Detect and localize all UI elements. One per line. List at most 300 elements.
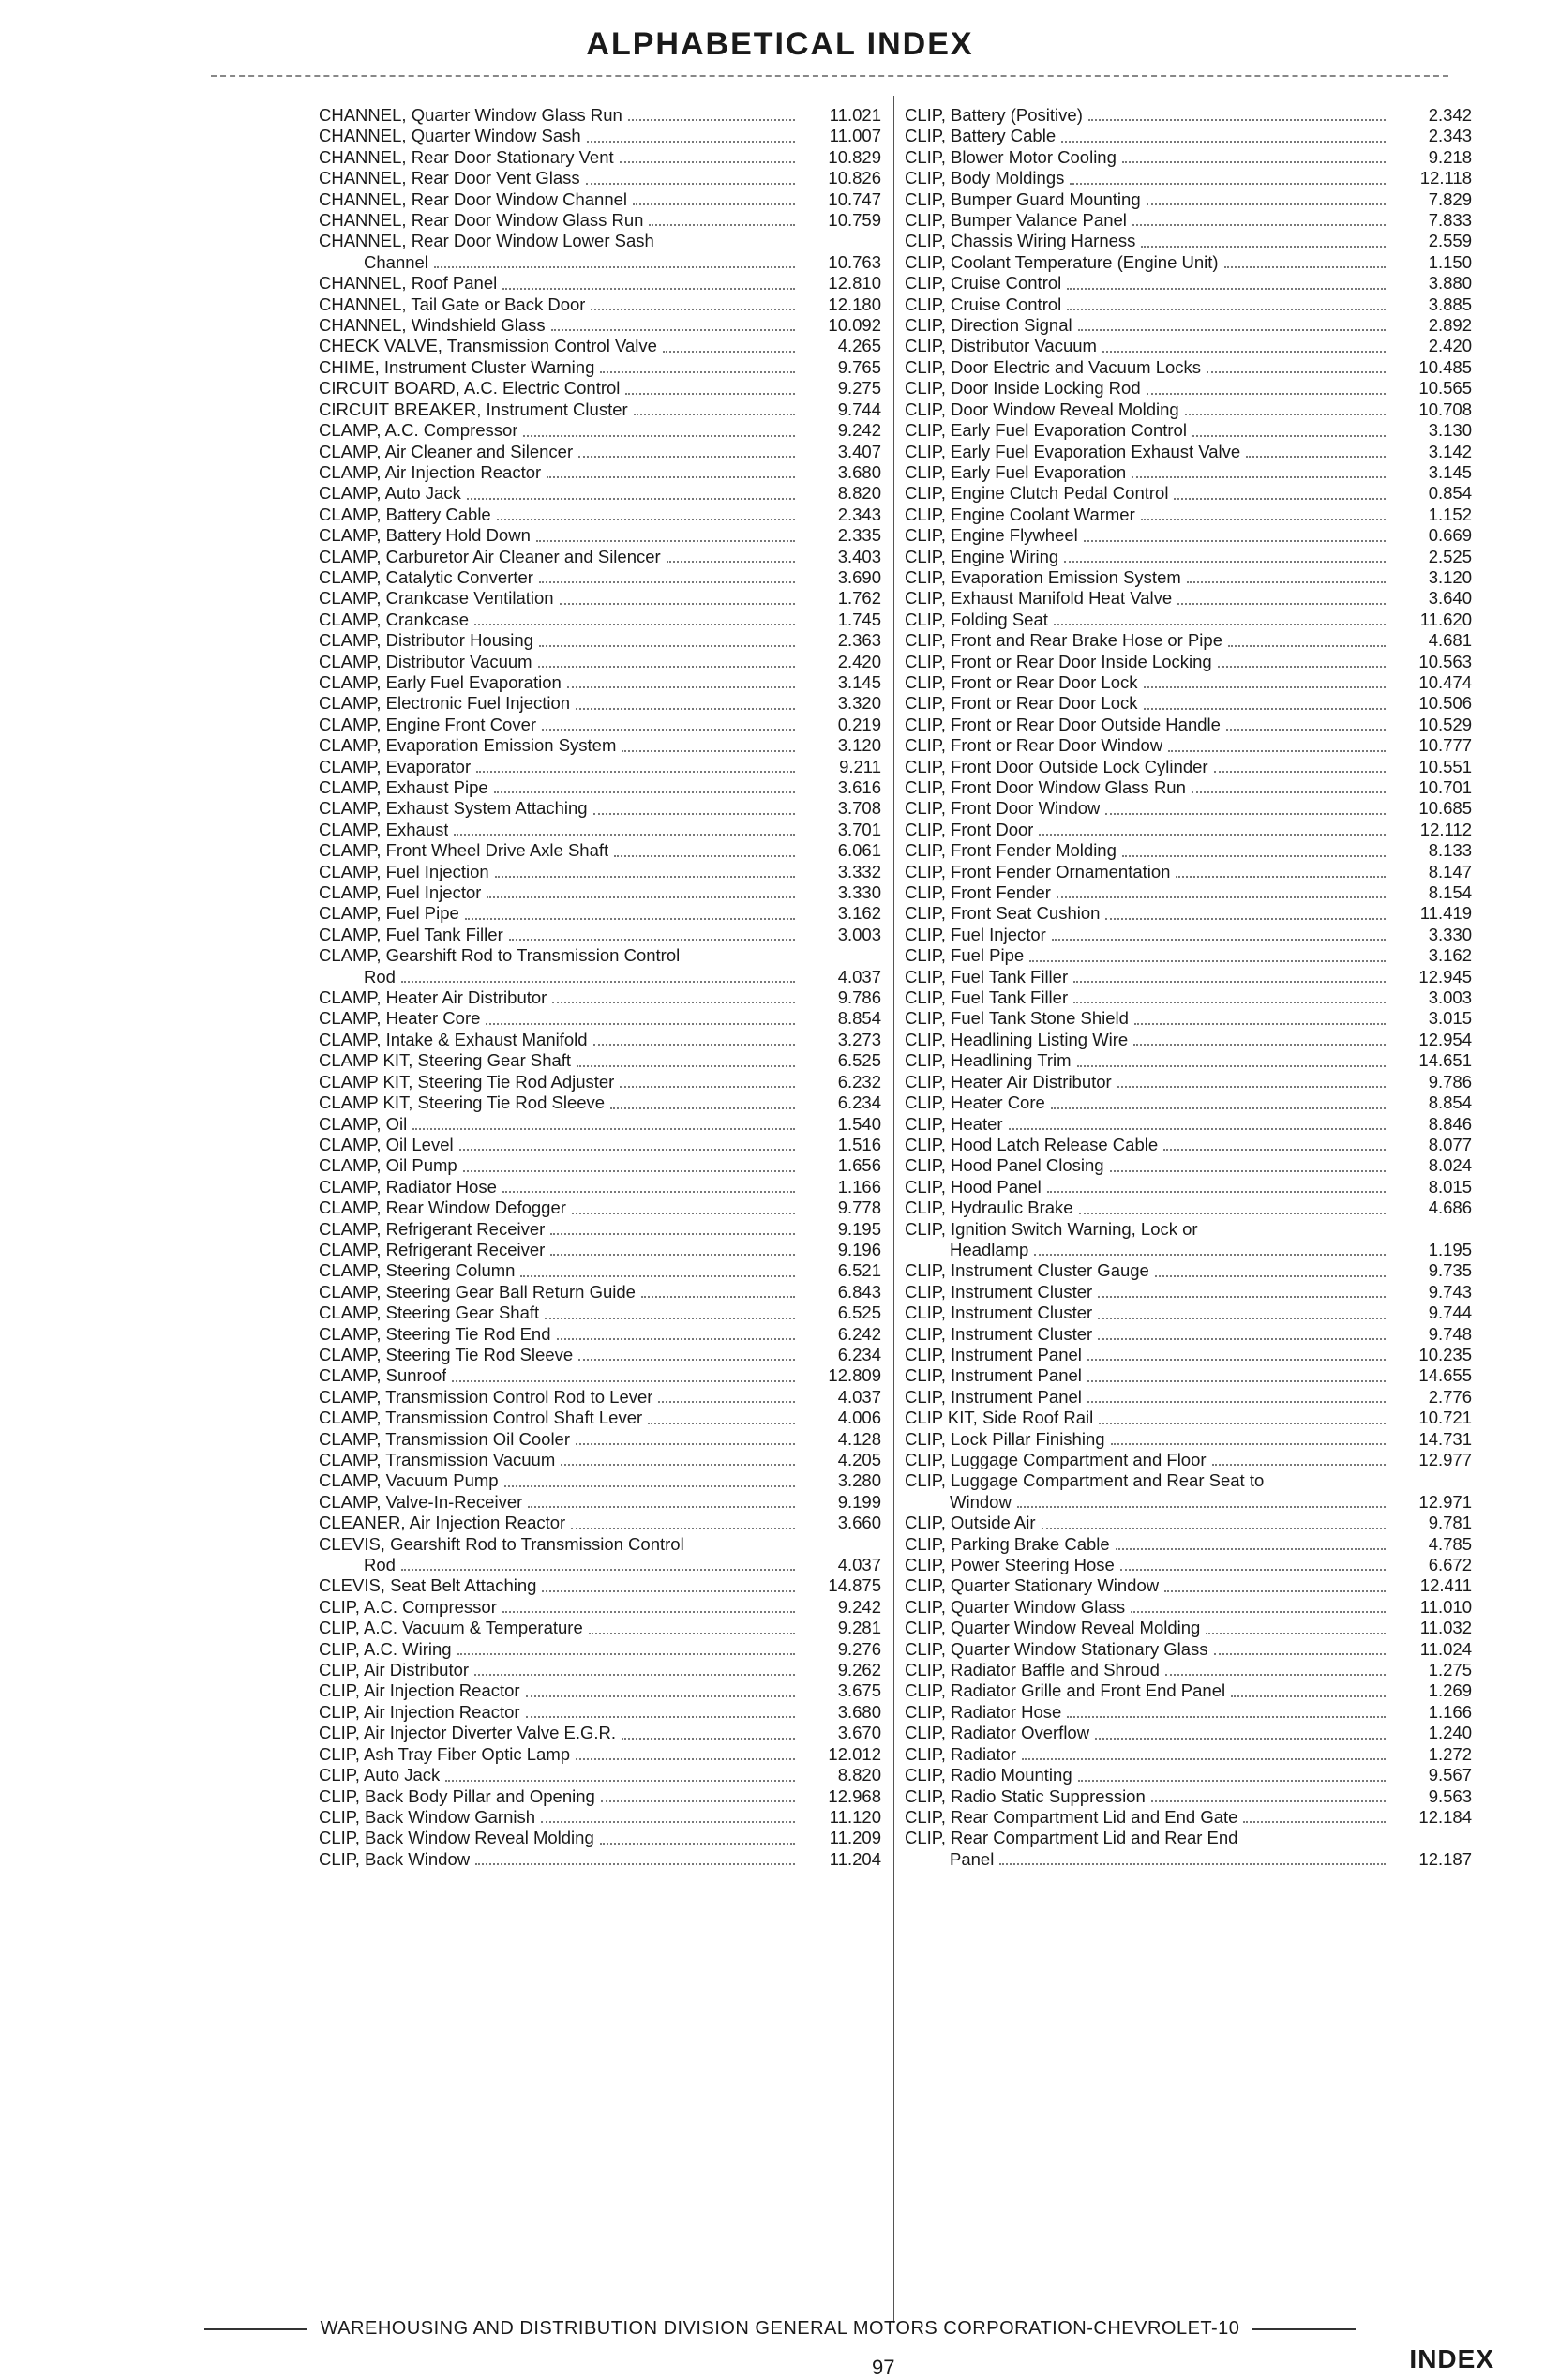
entry-page-ref: 9.744	[837, 399, 881, 419]
index-entry	[905, 315, 1472, 336]
index-entry	[905, 525, 1472, 546]
dot-leader	[1214, 771, 1386, 773]
entry-page-ref: 8.024	[1428, 1155, 1472, 1176]
entry-label: CLAMP, Steering Tie Rod End	[319, 1323, 551, 1344]
index-entry	[905, 1072, 1472, 1092]
entry-label: CLAMP, Refrigerant Receiver	[319, 1218, 546, 1239]
entry-label: CLIP, Front Door	[905, 819, 1034, 839]
entry-label: CLIP, Front or Rear Door Lock	[905, 671, 1138, 692]
index-entry	[319, 547, 881, 567]
dot-leader	[459, 1149, 795, 1151]
entry-label: CLAMP, Exhaust Pipe	[319, 777, 488, 797]
dot-leader	[1098, 1296, 1386, 1298]
entry-label: CLIP, Bumper Valance Panel	[905, 210, 1127, 231]
entry-label: CLIP, Instrument Cluster	[905, 1303, 1093, 1323]
entry-page-ref: 8.015	[1428, 1176, 1472, 1197]
title-rule	[211, 75, 1448, 77]
dot-leader	[561, 1464, 795, 1466]
index-entry	[905, 357, 1472, 378]
index-entry	[905, 378, 1472, 399]
entry-label: CLAMP, Oil Pump	[319, 1155, 458, 1176]
dot-leader	[542, 729, 795, 731]
entry-page-ref: 12.971	[1418, 1491, 1472, 1512]
entry-page-ref: 2.343	[1428, 126, 1472, 146]
entry-label: CLIP, Auto Jack	[319, 1765, 441, 1785]
dot-leader	[1078, 329, 1386, 331]
entry-page-ref: 1.516	[837, 1134, 881, 1154]
dot-leader	[1054, 624, 1386, 625]
index-entry	[319, 1807, 881, 1828]
dot-leader	[601, 1800, 795, 1802]
dot-leader	[1122, 161, 1386, 163]
dot-leader	[476, 771, 795, 773]
entry-page-ref: 11.209	[829, 1828, 881, 1848]
entry-label: CLAMP, Fuel Injection	[319, 861, 489, 881]
entry-label: CLAMP, Heater Air Distributor	[319, 987, 548, 1008]
dot-leader	[550, 1254, 795, 1256]
entry-label: CLIP, Instrument Cluster	[905, 1323, 1093, 1344]
index-entry	[319, 505, 881, 525]
entry-page-ref: 3.885	[1428, 294, 1472, 314]
index-entry	[319, 1744, 881, 1765]
entry-label: CLIP, Instrument Panel	[905, 1386, 1082, 1407]
entry-page-ref: 4.265	[837, 336, 881, 356]
entry-page-ref: 10.721	[1418, 1408, 1472, 1428]
dot-leader	[1141, 246, 1386, 248]
entry-page-ref: 9.765	[837, 356, 881, 377]
entry-page-ref: 12.112	[1419, 819, 1472, 839]
index-entry	[319, 1303, 881, 1323]
dot-leader	[1243, 1821, 1386, 1823]
dot-leader	[1116, 1548, 1386, 1550]
entry-page-ref: 2.525	[1428, 546, 1472, 566]
dot-leader	[1132, 476, 1386, 478]
index-entry	[319, 252, 881, 273]
entry-page-ref: 4.006	[837, 1408, 881, 1428]
dot-leader	[1105, 813, 1386, 815]
dot-leader	[1155, 1275, 1386, 1277]
entry-label: CIRCUIT BOARD, A.C. Electric Control	[319, 378, 621, 399]
dot-leader	[1131, 1611, 1386, 1613]
dot-leader	[1105, 918, 1386, 920]
dot-leader	[593, 813, 795, 815]
entry-label: CLAMP, Carburetor Air Cleaner and Silencer	[319, 546, 661, 566]
entry-label: CLIP, Front Door Window Glass Run	[905, 777, 1186, 797]
dot-leader	[1144, 708, 1387, 710]
dot-leader	[547, 476, 795, 478]
dot-leader	[538, 666, 795, 668]
dot-leader	[1084, 540, 1386, 542]
dot-leader	[587, 141, 795, 143]
dot-leader	[567, 686, 795, 688]
index-entry	[319, 1849, 881, 1870]
entry-label: Panel	[950, 1848, 995, 1869]
entry-page-ref: 7.833	[1428, 210, 1472, 231]
index-entry	[319, 1177, 881, 1198]
dot-leader	[1067, 309, 1386, 310]
entry-page-ref: 4.681	[1428, 630, 1472, 651]
entry-page-ref: 10.506	[1418, 693, 1472, 714]
dot-leader	[1088, 1401, 1386, 1403]
index-entry	[905, 652, 1472, 672]
index-entry	[905, 1744, 1472, 1765]
dot-leader	[536, 540, 795, 542]
dot-leader	[576, 708, 795, 710]
index-entry	[319, 1072, 881, 1092]
index-entry	[319, 420, 881, 441]
entry-page-ref: 3.407	[837, 441, 881, 461]
entry-page-ref: 12.184	[1418, 1806, 1472, 1827]
index-entry	[319, 1198, 881, 1218]
entry-page-ref: 11.007	[829, 126, 881, 146]
dot-leader	[454, 834, 795, 836]
index-entry	[905, 1575, 1472, 1596]
dot-leader	[1218, 666, 1386, 668]
index-entry	[905, 483, 1472, 504]
entry-page-ref: 8.133	[1428, 840, 1472, 861]
entry-page-ref: 6.232	[837, 1071, 881, 1092]
index-entry	[905, 1303, 1472, 1323]
entry-page-ref: 10.485	[1418, 356, 1472, 377]
entry-label: CLIP, Quarter Window Glass	[905, 1596, 1126, 1617]
index-entry	[319, 168, 881, 188]
dot-leader	[1132, 224, 1386, 226]
index-entry	[319, 967, 881, 987]
dot-leader	[495, 876, 795, 878]
entry-page-ref: 6.525	[837, 1303, 881, 1323]
index-entry	[319, 610, 881, 630]
index-entry	[905, 1618, 1472, 1638]
entry-label: CLAMP, Gearshift Rod to Transmission Control	[319, 945, 681, 966]
dot-leader	[1009, 1128, 1386, 1130]
entry-label: CLAMP, Refrigerant Receiver	[319, 1239, 546, 1259]
entry-label: CLIP, Radio Static Suppression	[905, 1785, 1146, 1806]
entry-label: CLEANER, Air Injection Reactor	[319, 1513, 566, 1533]
entry-page-ref: 1.150	[1428, 251, 1472, 272]
index-entry	[319, 693, 881, 714]
dot-leader	[1039, 834, 1386, 836]
page-title: ALPHABETICAL INDEX	[586, 26, 974, 62]
entry-label: CLIP, Front or Rear Door Window	[905, 735, 1163, 756]
index-entry	[905, 1177, 1472, 1198]
index-entry	[319, 378, 881, 399]
entry-page-ref: 3.145	[837, 671, 881, 692]
index-entry	[905, 273, 1472, 294]
entry-label: CLIP, Heater	[905, 1113, 1003, 1134]
dot-leader	[1192, 791, 1386, 793]
dot-leader	[1228, 645, 1386, 647]
dot-leader	[648, 1423, 795, 1424]
entry-label: CLIP, Early Fuel Evaporation Control	[905, 420, 1187, 441]
index-entry	[319, 1450, 881, 1470]
entry-page-ref: 0.669	[1428, 525, 1472, 546]
entry-page-ref: 8.846	[1428, 1113, 1472, 1134]
dot-leader	[1052, 939, 1386, 941]
index-entry	[319, 483, 881, 504]
entry-page-ref: 10.777	[1418, 735, 1472, 756]
index-entry	[319, 399, 881, 420]
dot-leader	[1206, 1633, 1386, 1634]
entry-label: CLIP, Hood Latch Release Cable	[905, 1134, 1159, 1154]
entry-label: CLAMP, Valve-In-Receiver	[319, 1491, 523, 1512]
index-entry	[319, 1702, 881, 1723]
entry-label: CLIP, A.C. Vacuum & Temperature	[319, 1618, 583, 1638]
index-entry	[319, 105, 881, 126]
entry-page-ref: 3.120	[837, 735, 881, 756]
entry-label: CLAMP KIT, Steering Tie Rod Sleeve	[319, 1092, 606, 1113]
entry-page-ref: 3.320	[837, 693, 881, 714]
entry-page-ref: 14.875	[828, 1575, 881, 1596]
entry-page-ref: 9.778	[837, 1198, 881, 1218]
dot-leader	[1144, 686, 1387, 688]
index-entry	[319, 987, 881, 1008]
entry-label: CLIP, Engine Coolant Warmer	[905, 504, 1135, 524]
entry-label: Rod	[364, 966, 396, 987]
entry-label: CLAMP, Exhaust	[319, 819, 449, 839]
dot-leader	[1187, 581, 1386, 583]
entry-page-ref: 2.892	[1428, 315, 1472, 336]
entry-page-ref: 11.419	[1419, 903, 1472, 924]
index-entry	[319, 1408, 881, 1428]
entry-page-ref: 10.701	[1418, 777, 1472, 797]
entry-page-ref: 3.675	[837, 1680, 881, 1701]
entry-page-ref: 3.120	[1428, 566, 1472, 587]
index-entry	[905, 798, 1472, 819]
entry-page-ref: 3.680	[837, 461, 881, 482]
entry-label: CLIP, Air Distributor	[319, 1660, 470, 1680]
entry-label: CLAMP, Engine Front Cover	[319, 714, 537, 734]
entry-page-ref: 0.854	[1428, 483, 1472, 504]
entry-page-ref: 10.551	[1418, 756, 1472, 776]
index-entry	[319, 1786, 881, 1807]
entry-label: CLIP, Fuel Tank Stone Shield	[905, 1008, 1129, 1029]
entry-page-ref: 1.656	[837, 1155, 881, 1176]
entry-page-ref: 6.672	[1428, 1555, 1472, 1575]
entry-page-ref: 10.685	[1418, 798, 1472, 819]
entry-page-ref: 10.708	[1418, 399, 1472, 419]
index-entry	[905, 1639, 1472, 1660]
entry-label: CLIP, Engine Flywheel	[905, 525, 1078, 546]
entry-label: CLIP, Heater Air Distributor	[905, 1071, 1112, 1092]
entry-label: CLAMP, Sunroof	[319, 1365, 447, 1386]
entry-label: CLIP, Hood Panel Closing	[905, 1155, 1104, 1176]
dot-leader	[465, 918, 795, 920]
index-entry	[905, 210, 1472, 231]
dot-leader	[1017, 1506, 1386, 1508]
entry-page-ref: 1.195	[1428, 1239, 1472, 1259]
index-entry	[905, 1408, 1472, 1428]
index-entry	[319, 672, 881, 693]
entry-label: CLAMP, Oil Level	[319, 1134, 454, 1154]
entry-page-ref: 0.219	[837, 714, 881, 734]
dot-leader	[1088, 119, 1386, 121]
entry-page-ref: 3.145	[1428, 461, 1472, 482]
dot-leader	[1118, 1086, 1386, 1088]
index-entry	[905, 903, 1472, 924]
entry-page-ref: 6.525	[837, 1050, 881, 1071]
entry-label: CLAMP, Distributor Housing	[319, 630, 533, 651]
entry-page-ref: 4.128	[837, 1428, 881, 1449]
dot-leader	[526, 1695, 795, 1697]
index-entry	[319, 462, 881, 483]
entry-page-ref: 3.280	[837, 1470, 881, 1491]
entry-label: CIRCUIT BREAKER, Instrument Cluster	[319, 399, 628, 419]
dot-leader	[1178, 603, 1386, 605]
dot-leader	[539, 581, 795, 583]
index-entry	[905, 1680, 1472, 1701]
entry-page-ref: 1.745	[837, 609, 881, 629]
section-tag: INDEX	[1409, 2344, 1494, 2373]
dot-leader	[1077, 1065, 1386, 1067]
entry-label: CLIP, Front Door Window	[905, 798, 1101, 819]
dot-leader	[1185, 414, 1386, 415]
entry-page-ref: 9.748	[1428, 1323, 1472, 1344]
entry-page-ref: 9.743	[1428, 1281, 1472, 1302]
index-entry	[319, 1680, 881, 1701]
entry-page-ref: 1.762	[837, 588, 881, 609]
entry-label: CHANNEL, Tail Gate or Back Door	[319, 294, 586, 314]
entry-page-ref: 10.829	[828, 146, 881, 167]
index-entry	[319, 1155, 881, 1176]
index-entry	[905, 735, 1472, 756]
index-entry	[905, 420, 1472, 441]
dot-leader	[628, 119, 795, 121]
dot-leader	[591, 309, 795, 310]
dot-leader	[1079, 1213, 1386, 1214]
entry-label: CLIP, Radio Mounting	[905, 1765, 1072, 1785]
index-entry	[319, 1240, 881, 1260]
entry-page-ref: 2.420	[837, 651, 881, 671]
entry-page-ref: 1.269	[1428, 1680, 1472, 1701]
entry-page-ref: 9.786	[837, 987, 881, 1008]
index-entry	[905, 1702, 1472, 1723]
dot-leader	[1226, 729, 1386, 731]
index-entry	[905, 1030, 1472, 1050]
entry-label: CLIP, Front Fender Ornamentation	[905, 861, 1171, 881]
entry-page-ref: 11.120	[829, 1806, 881, 1827]
index-entry	[319, 1765, 881, 1785]
entry-page-ref: 1.272	[1428, 1743, 1472, 1764]
index-entry	[905, 1282, 1472, 1303]
entry-label: CHIME, Instrument Cluster Warning	[319, 356, 595, 377]
entry-label: CLIP, Fuel Tank Filler	[905, 987, 1069, 1008]
dot-leader	[578, 456, 795, 458]
index-entry	[319, 273, 881, 294]
index-entry	[905, 1219, 1472, 1240]
entry-page-ref: 12.180	[828, 294, 881, 314]
index-entry	[905, 1240, 1472, 1260]
index-entry	[905, 1114, 1472, 1135]
index-entry	[905, 1260, 1472, 1281]
entry-label: CLAMP, Steering Tie Rod Sleeve	[319, 1344, 574, 1364]
entry-page-ref: 3.162	[837, 903, 881, 924]
entry-page-ref: 8.854	[837, 1008, 881, 1029]
dot-leader	[589, 1633, 795, 1634]
dot-leader	[586, 183, 795, 185]
index-entry	[319, 820, 881, 840]
entry-label: CLIP, Outside Air	[905, 1513, 1036, 1533]
index-entry	[905, 399, 1472, 420]
index-entry	[905, 505, 1472, 525]
entry-label: CLIP, Rear Compartment Lid and Rear End	[905, 1828, 1238, 1848]
dot-leader	[1064, 561, 1386, 563]
entry-label: CLAMP, Fuel Tank Filler	[319, 924, 503, 944]
entry-page-ref: 2.343	[837, 504, 881, 524]
dot-leader	[445, 1780, 795, 1782]
index-entry	[319, 1135, 881, 1155]
dot-leader	[1141, 519, 1386, 520]
entry-label: CLAMP, Air Injection Reactor	[319, 461, 542, 482]
index-entry	[319, 1513, 881, 1533]
entry-page-ref: 2.420	[1428, 336, 1472, 356]
entry-page-ref: 2.363	[837, 630, 881, 651]
entry-page-ref: 10.747	[828, 188, 881, 209]
index-entry	[905, 693, 1472, 714]
entry-label: CLAMP, Crankcase	[319, 609, 470, 629]
entry-label: CLIP, Front Fender	[905, 882, 1051, 903]
entry-page-ref: 6.234	[837, 1092, 881, 1113]
entry-page-ref: 9.275	[837, 378, 881, 399]
entry-page-ref: 9.567	[1428, 1765, 1472, 1785]
entry-label: CLIP, Air Injection Reactor	[319, 1701, 520, 1722]
entry-label: CLIP, Headlining Listing Wire	[905, 1029, 1129, 1049]
entry-page-ref: 6.843	[837, 1281, 881, 1302]
index-entry	[905, 462, 1472, 483]
entry-page-ref: 8.854	[1428, 1092, 1472, 1113]
entry-label: CHANNEL, Rear Door Vent Glass	[319, 168, 580, 188]
dot-leader	[504, 1485, 795, 1487]
entry-label: CLIP, Body Moldings	[905, 168, 1065, 188]
index-entry	[319, 798, 881, 819]
index-entry	[319, 1387, 881, 1408]
entry-page-ref: 9.242	[837, 420, 881, 441]
dot-leader	[551, 329, 795, 331]
entry-label: CLIP, Door Electric and Vacuum Locks	[905, 356, 1202, 377]
entry-label: CLIP, Ash Tray Fiber Optic Lamp	[319, 1743, 571, 1764]
entry-page-ref: 4.785	[1428, 1533, 1472, 1554]
index-entry	[905, 1135, 1472, 1155]
entry-label: CLIP, Door Window Reveal Molding	[905, 399, 1179, 419]
index-entry	[905, 672, 1472, 693]
index-entry	[905, 777, 1472, 798]
entry-page-ref: 12.954	[1418, 1029, 1472, 1049]
entry-label: CLIP, Radiator Baffle and Shroud	[905, 1660, 1160, 1680]
entry-page-ref: 4.037	[837, 1555, 881, 1575]
entry-label: CLAMP, Electronic Fuel Injection	[319, 693, 571, 714]
index-entry	[905, 1492, 1472, 1513]
index-entry	[905, 336, 1472, 356]
index-entry	[905, 442, 1472, 462]
entry-page-ref: 10.529	[1418, 714, 1472, 734]
entry-label: CLIP, Hood Panel	[905, 1176, 1042, 1197]
dot-leader	[614, 855, 795, 857]
index-entry	[905, 1786, 1472, 1807]
dot-leader	[1098, 1338, 1386, 1340]
dot-leader	[474, 624, 795, 625]
index-entry	[319, 1470, 881, 1491]
index-entry	[905, 1555, 1472, 1575]
dot-leader	[560, 603, 795, 605]
entry-label: CLIP, Front Seat Cushion	[905, 903, 1101, 924]
entry-page-ref: 12.118	[1419, 168, 1472, 188]
entry-label: CLIP, Air Injector Diverter Valve E.G.R.	[319, 1723, 617, 1743]
dot-leader	[545, 1318, 795, 1319]
index-entry	[905, 1387, 1472, 1408]
entry-page-ref: 14.731	[1418, 1428, 1472, 1449]
entry-page-ref: 4.037	[837, 1386, 881, 1407]
dot-leader	[1022, 1758, 1386, 1760]
dot-leader	[401, 1569, 795, 1571]
